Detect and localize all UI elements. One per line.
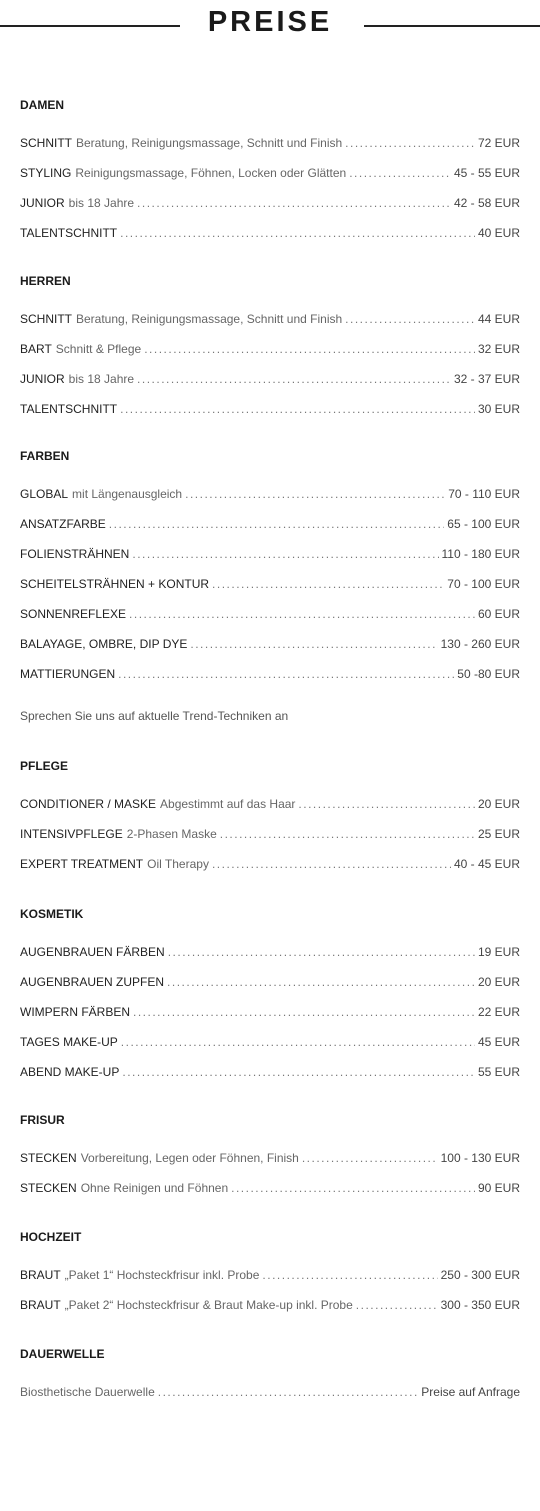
section-title: DAUERWELLE <box>20 1347 105 1361</box>
service-name: ANSATZFARBE <box>20 517 106 531</box>
dot-leader <box>349 158 451 188</box>
service-description: Ohne Reinigen und Föhnen <box>80 1181 229 1195</box>
section-title: FRISUR <box>20 1113 65 1127</box>
dot-leader <box>137 364 451 394</box>
service-price: 44 EUR <box>477 312 520 326</box>
dot-leader <box>231 1173 475 1203</box>
price-section-hochzeit <box>20 1228 520 1320</box>
service-description: Oil Therapy <box>147 857 209 871</box>
dot-leader <box>262 1260 437 1290</box>
service-price: 300 - 350 EUR <box>440 1298 520 1312</box>
service-name: BALAYAGE, OMBRE, DIP DYE <box>20 637 188 651</box>
dot-leader <box>167 967 475 997</box>
dot-leader <box>132 539 438 569</box>
price-list <box>20 937 520 1087</box>
dot-leader <box>345 304 475 334</box>
service-price: 32 - 37 EUR <box>453 372 520 386</box>
service-name: INTENSIVPFLEGE <box>20 827 123 841</box>
service-description: bis 18 Jahre <box>68 196 135 210</box>
price-row <box>20 629 520 659</box>
service-name: CONDITIONER / MASKE <box>20 797 157 811</box>
service-description: Vorbereitung, Legen oder Föhnen, Finish <box>80 1151 299 1165</box>
price-row <box>20 334 520 364</box>
price-row <box>20 1260 520 1290</box>
price-list <box>20 1377 520 1407</box>
service-name: EXPERT TREATMENT <box>20 857 144 871</box>
price-row <box>20 1027 520 1057</box>
service-name: WIMPERN FÄRBEN <box>20 1005 131 1019</box>
price-row <box>20 304 520 334</box>
price-section-pflege <box>20 757 520 879</box>
price-row <box>20 128 520 158</box>
price-row <box>20 1377 520 1407</box>
service-name: STECKEN <box>20 1181 77 1195</box>
price-list <box>20 1260 520 1320</box>
service-name: AUGENBRAUEN FÄRBEN <box>20 945 165 959</box>
dot-leader <box>118 659 454 689</box>
price-row <box>20 569 520 599</box>
price-row <box>20 218 520 248</box>
dot-leader <box>302 1143 438 1173</box>
dot-leader <box>298 789 475 819</box>
price-row <box>20 539 520 569</box>
page-header <box>0 0 540 54</box>
service-name: SONNENREFLEXE <box>20 607 127 621</box>
section-note: Sprechen Sie uns auf aktuelle Trend-Techniken an <box>20 709 289 723</box>
service-price: Preise auf Anfrage <box>421 1385 520 1399</box>
price-row <box>20 364 520 394</box>
service-description: Reinigungsmassage, Föhnen, Locken oder Glätten <box>75 166 347 180</box>
service-name: STECKEN <box>20 1151 77 1165</box>
service-price: 40 - 45 EUR <box>453 857 520 871</box>
price-section-farben <box>20 447 520 731</box>
dot-leader <box>133 997 475 1027</box>
service-name: ABEND MAKE-UP <box>20 1065 120 1079</box>
service-name: SCHNITT <box>20 136 72 150</box>
price-list <box>20 304 520 424</box>
service-description: mit Längenausgleich <box>72 487 183 501</box>
price-row <box>20 394 520 424</box>
dot-leader <box>120 218 475 248</box>
dot-leader <box>129 599 475 629</box>
service-price: 32 EUR <box>477 342 520 356</box>
service-price: 60 EUR <box>477 607 520 621</box>
service-name: GLOBAL <box>20 487 69 501</box>
service-name: TAGES MAKE-UP <box>20 1035 118 1049</box>
price-row <box>20 158 520 188</box>
service-description: Schnitt & Pflege <box>55 342 142 356</box>
price-section-dauerwelle <box>20 1345 520 1407</box>
price-row <box>20 789 520 819</box>
service-name: TALENTSCHNITT <box>20 226 118 240</box>
service-name: SCHEITELSTRÄHNEN + KONTUR <box>20 577 210 591</box>
dot-leader <box>212 569 444 599</box>
dot-leader <box>121 1027 475 1057</box>
service-name: JUNIOR <box>20 196 65 210</box>
price-row <box>20 188 520 218</box>
service-price: 30 EUR <box>477 402 520 416</box>
service-description: Abgestimmt auf das Haar <box>160 797 296 811</box>
section-title: KOSMETIK <box>20 907 84 921</box>
service-name: BART <box>20 342 52 356</box>
dot-leader <box>168 937 475 967</box>
price-list <box>20 479 520 689</box>
price-row <box>20 1057 520 1087</box>
price-row <box>20 599 520 629</box>
service-price: 45 EUR <box>477 1035 520 1049</box>
service-price: 72 EUR <box>477 136 520 150</box>
dot-leader <box>185 479 445 509</box>
price-row <box>20 479 520 509</box>
section-title: PFLEGE <box>20 759 69 773</box>
service-name: FOLIENSTRÄHNEN <box>20 547 130 561</box>
price-list <box>20 789 520 879</box>
price-section-kosmetik <box>20 905 520 1087</box>
service-name: BRAUT <box>20 1268 61 1282</box>
service-price: 19 EUR <box>477 945 520 959</box>
price-list <box>20 128 520 248</box>
dot-leader <box>120 394 475 424</box>
section-title: HOCHZEIT <box>20 1230 82 1244</box>
service-description: bis 18 Jahre <box>68 372 135 386</box>
service-description: „Paket 2“ Hochsteckfrisur & Braut Make-up inkl. Probe <box>64 1298 353 1312</box>
service-price: 70 - 100 EUR <box>447 577 520 591</box>
service-price: 100 - 130 EUR <box>440 1151 520 1165</box>
dot-leader <box>144 334 475 364</box>
service-price: 90 EUR <box>477 1181 520 1195</box>
price-row <box>20 937 520 967</box>
service-price: 65 - 100 EUR <box>447 517 520 531</box>
service-price: 20 EUR <box>477 797 520 811</box>
section-title: FARBEN <box>20 449 70 463</box>
price-row <box>20 849 520 879</box>
service-name: MATTIERUNGEN <box>20 667 116 681</box>
service-description: Beratung, Reinigungsmassage, Schnitt und Finish <box>76 136 343 150</box>
dot-leader <box>212 849 451 879</box>
dot-leader <box>220 819 475 849</box>
header-rule-right <box>364 25 540 27</box>
service-description: „Paket 1“ Hochsteckfrisur inkl. Probe <box>64 1268 260 1282</box>
price-section-herren <box>20 272 520 424</box>
service-name: AUGENBRAUEN ZUPFEN <box>20 975 165 989</box>
service-name: STYLING <box>20 166 72 180</box>
service-price: 70 - 110 EUR <box>448 487 520 501</box>
service-name: JUNIOR <box>20 372 65 386</box>
service-description: Beratung, Reinigungsmassage, Schnitt und Finish <box>76 312 343 326</box>
price-row <box>20 1173 520 1203</box>
service-price: 130 - 260 EUR <box>440 637 520 651</box>
service-price: 42 - 58 EUR <box>453 196 520 210</box>
service-price: 50 -80 EUR <box>457 667 520 681</box>
section-title: DAMEN <box>20 98 64 112</box>
service-name: BRAUT <box>20 1298 61 1312</box>
service-price: 25 EUR <box>477 827 520 841</box>
price-row <box>20 1143 520 1173</box>
service-price: 110 - 180 EUR <box>441 547 520 561</box>
service-name: SCHNITT <box>20 312 72 326</box>
dot-leader <box>158 1377 419 1407</box>
section-title: HERREN <box>20 274 71 288</box>
page-title: PREISE <box>207 6 333 38</box>
dot-leader <box>190 629 437 659</box>
price-list <box>20 1143 520 1203</box>
service-price: 250 - 300 EUR <box>440 1268 520 1282</box>
service-description: Biosthetische Dauerwelle <box>20 1385 155 1399</box>
dot-leader <box>345 128 475 158</box>
price-row <box>20 1290 520 1320</box>
price-row <box>20 819 520 849</box>
dot-leader <box>109 509 445 539</box>
price-row <box>20 997 520 1027</box>
dot-leader <box>137 188 451 218</box>
service-price: 45 - 55 EUR <box>453 166 520 180</box>
service-price: 40 EUR <box>477 226 520 240</box>
price-row <box>20 967 520 997</box>
price-section-damen <box>20 96 520 248</box>
price-row <box>20 659 520 689</box>
service-price: 55 EUR <box>477 1065 520 1079</box>
service-description: 2-Phasen Maske <box>126 827 217 841</box>
price-row <box>20 509 520 539</box>
service-price: 20 EUR <box>477 975 520 989</box>
dot-leader <box>122 1057 475 1087</box>
price-section-frisur <box>20 1111 520 1203</box>
service-name: TALENTSCHNITT <box>20 402 118 416</box>
service-price: 22 EUR <box>477 1005 520 1019</box>
dot-leader <box>356 1290 438 1320</box>
